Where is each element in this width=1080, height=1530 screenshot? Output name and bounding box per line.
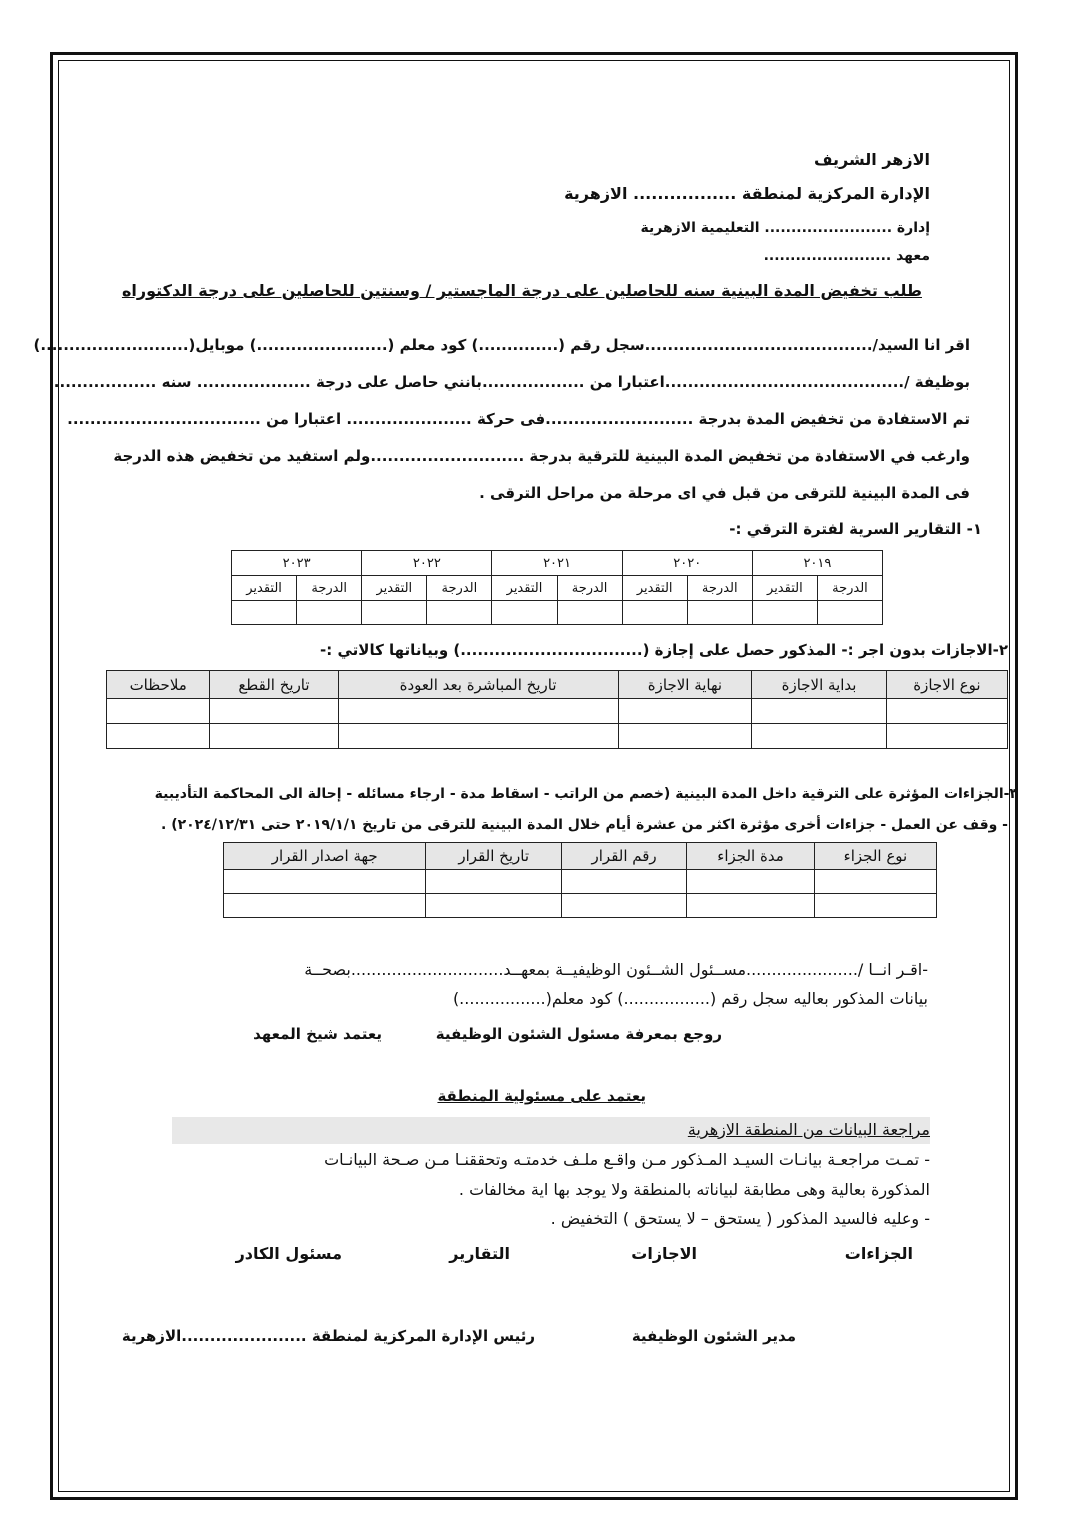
grade-header: الدرجة <box>687 576 752 601</box>
notes-header: ملاحظات <box>107 671 210 699</box>
grade-header: الدرجة <box>817 576 882 601</box>
rating-header: التقدير <box>622 576 687 601</box>
year-header: ٢٠٢٠ <box>622 551 752 576</box>
section-3-subtitle: - وقف عن العمل - جزاءات أخرى مؤثرة اكثر من عشرة أيام خلال المدة البينية للترقى من تاريخ ٢٠١٩/١/١ حتى ٢٠٢٤/١٢/٣١) . <box>161 817 1008 833</box>
rating-header: التقدير <box>492 576 557 601</box>
rating-header: التقدير <box>752 576 817 601</box>
leave-end-header: نهاية الاجازة <box>618 671 752 699</box>
cut-date-header: تاريخ القطع <box>210 671 338 699</box>
penalty-type-header: نوع الجزاء <box>814 843 936 870</box>
leave-start-header: بداية الاجازة <box>752 671 887 699</box>
central-admin-line: الإدارة المركزية لمنطقة ................. الازهرية <box>564 184 930 203</box>
declaration-line-3: تم الاستفادة من تخفيض المدة بدرجة ..........................فى حركة ...................... اعتبارا من .................................. <box>67 410 970 428</box>
review-line-3: - وعليه فالسيد المذكور ( يستحق – لا يستحق ) التخفيض . <box>550 1209 930 1228</box>
sig-head-central: رئيس الإدارة المركزية لمنطقة ......................الازهرية <box>121 1327 535 1345</box>
penalties-table <box>223 842 937 918</box>
declaration-line-4: وارغب في الاستفادة من تخفيض المدة البينية للترقية بدرجة ...........................ولم استفيد من تخفيض هذه الدرجة <box>113 447 970 465</box>
reviewed-by: روجع بمعرفة مسئول الشئون الوظيفية <box>435 1025 722 1043</box>
sig-reports: التقارير <box>449 1244 510 1263</box>
zone-approval: يعتمد على مسئولية المنطقة <box>437 1087 646 1105</box>
grade-header: الدرجة <box>297 576 362 601</box>
return-date-header: تاريخ المباشرة بعد العودة <box>338 671 618 699</box>
decision-date-header: تاريخ القرار <box>426 843 562 870</box>
declaration-line-2: بوظيفة /..........................................اعتبارا من ..................بانني حاصل على درجة .................... سنه .................. <box>53 373 970 391</box>
affirm-line-2: بيانات المذكور بعاليه سجل رقم (.................) كود معلم(.................) <box>452 989 928 1008</box>
rating-header: التقدير <box>232 576 297 601</box>
year-header: ٢٠٢٢ <box>362 551 492 576</box>
section-3-title: ٣-الجزاءات المؤثرة على الترقية داخل المدة البينية (خصم من الراتب - اسقاط مدة - ارجاء مسائله - إحالة الى المحاكمة التأديبية <box>154 786 1018 802</box>
year-header: ٢٠١٩ <box>752 551 882 576</box>
sheikh-approval: يعتمد شيخ المعهد <box>253 1025 382 1043</box>
issuing-body-header: جهة اصدار القرار <box>224 843 426 870</box>
sig-penalties: الجزاءات <box>844 1244 913 1263</box>
declaration-line-1: اقر انا السيد/........................................سجل رقم (..............) كود معلم (.......................) موبايل(..........................) <box>33 336 970 354</box>
leaves-table <box>106 670 1008 749</box>
affirm-line-1: -اقـر انــا /......................مســئول الشــئون الوظيفيــة بمعهــد..............................بصحــة <box>304 960 928 979</box>
year-header: ٢٠٢١ <box>492 551 622 576</box>
grade-header: الدرجة <box>557 576 622 601</box>
rating-header: التقدير <box>362 576 427 601</box>
section-2-title: ٢-الاجازات بدون اجر :- المذكور حصل على إجازة (................................) وبياناتها كالاتي :- <box>320 641 1008 659</box>
grade-header: الدرجة <box>427 576 492 601</box>
review-title: مراجعة البيانات من المنطقة الازهرية <box>687 1120 930 1139</box>
year-header: ٢٠٢٣ <box>232 551 362 576</box>
sig-hr-director: مدير الشئون الوظيفية <box>631 1327 796 1345</box>
review-line-1: - تمـت مراجعـة بيانـات السيـد المـذكور مـن واقـع ملـف خدمتـه وتحققنـا مـن صـحة البيانـات <box>324 1150 930 1169</box>
review-line-2: المذكورة بعالية وهى مطابقة لبياناته بالمنطقة ولا يوجد بها اية مخالفات . <box>458 1180 930 1199</box>
sig-cadre: مسئول الكادر <box>235 1244 342 1263</box>
leave-type-header: نوع الاجازة <box>886 671 1007 699</box>
form-title: طلب تخفيض المدة البينية سنه للحاصلين على درجة الماجستير / وسنتين للحاصلين على درجة الدكتوراه <box>121 281 922 300</box>
section-1-title: ١- التقارير السرية لفترة الترقي :- <box>729 520 982 538</box>
institute-line: معهد ........................ <box>763 248 930 264</box>
admin-line: إدارة ........................ التعليمية الازهرية <box>640 220 930 236</box>
declaration-line-5: فى المدة البينية للترقى من قبل في اى مرحلة من مراحل الترقى . <box>479 484 970 502</box>
inner-border <box>58 60 1010 1492</box>
org-name: الازهر الشريف <box>813 150 930 169</box>
penalty-duration-header: مدة الجزاء <box>687 843 815 870</box>
annual-reports-table <box>231 550 883 625</box>
decision-number-header: رقم القرار <box>561 843 686 870</box>
sig-leaves: الاجازات <box>631 1244 697 1263</box>
